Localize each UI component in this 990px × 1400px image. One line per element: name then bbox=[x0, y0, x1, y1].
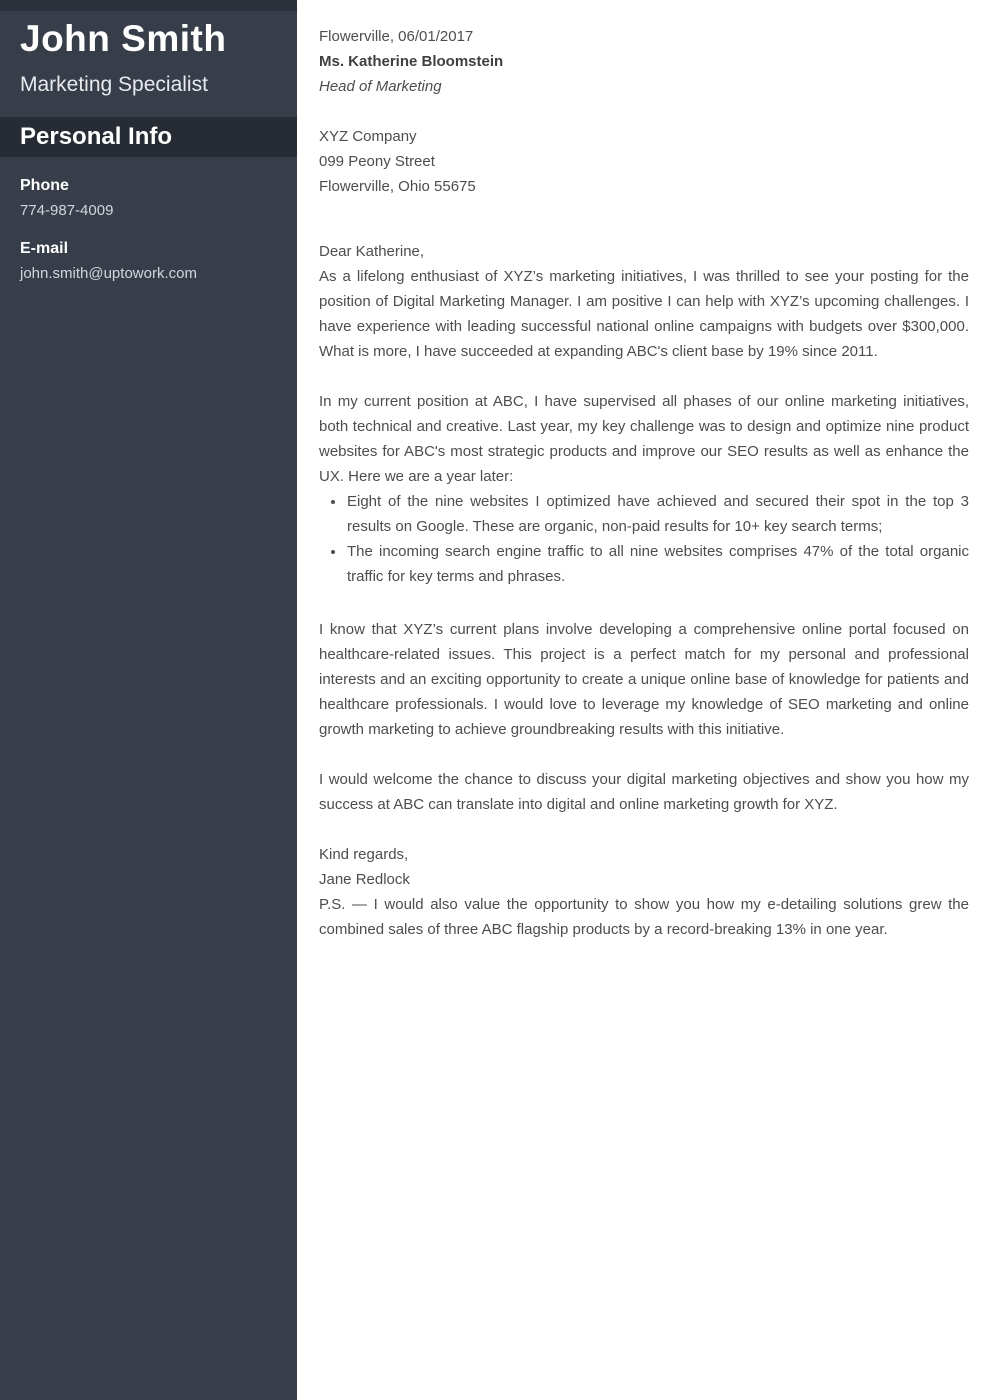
company-address-block bbox=[319, 124, 969, 199]
salutation: Dear Katherine, bbox=[319, 243, 425, 260]
paragraph-current-position: In my current position at ABC, I have supervised all phases of our online marketing initiatives, both technical and creative. Last year, my key challenge was to design and optimize nine product websites for ABC's most strategic products and improve our SEO results as well as enhance the UX. Here we are a year later: bbox=[319, 393, 969, 485]
paragraph-intro: As a lifelong enthusiast of XYZ’s marketing initiatives, I was thrilled to see your posting for the position of Digital Marketing Manager. I am positive I can help with XYZ’s upcoming challenges. I have experience with leading successful national online campaigns with budgets over $300,000. What is more, I have succeeded at expanding ABC's client base by 19% since 2011. bbox=[319, 268, 969, 360]
email-field bbox=[20, 237, 277, 286]
letter-body bbox=[297, 0, 990, 1400]
sidebar-top-strip bbox=[0, 0, 297, 11]
achievement-item: • Eight of the nine websites I optimized have achieved and secured their spot in the top 3 results on Google. These are organic, non-paid results for 10+ key search terms; bbox=[346, 489, 969, 539]
signature-name: Jane Redlock bbox=[319, 871, 410, 888]
achievements-list bbox=[319, 489, 969, 589]
company-name: XYZ Company bbox=[319, 128, 417, 145]
person-name: John Smith bbox=[20, 18, 227, 59]
recipient-name: Ms. Katherine Bloomstein bbox=[319, 53, 504, 70]
phone-value: 774-987-4009 bbox=[20, 202, 114, 219]
sidebar bbox=[0, 0, 297, 1400]
company-city: Flowerville, Ohio 55675 bbox=[319, 178, 476, 195]
date-line: Flowerville, 06/01/2017 bbox=[319, 28, 474, 45]
phone-label: Phone bbox=[20, 177, 69, 194]
phone-field bbox=[20, 174, 277, 223]
personal-info-section-header bbox=[0, 117, 297, 157]
personal-info-fields bbox=[0, 157, 297, 286]
email-value: john.smith@uptowork.com bbox=[20, 265, 197, 282]
recipient-title: Head of Marketing bbox=[319, 78, 442, 95]
company-street: 099 Peony Street bbox=[319, 153, 435, 170]
achievement-item: • The incoming search engine traffic to all nine websites comprises 47% of the total organic traffic for key terms and phrases. bbox=[346, 539, 969, 589]
recipient-block bbox=[319, 49, 969, 99]
paragraph-company-plans: I know that XYZ’s current plans involve developing a comprehensive online portal focused on healthcare-related issues. This project is a perfect match for my personal and professional interests and an exciting opportunity to create a unique online base of knowledge for patients and healthcare professionals. I would love to leverage my knowledge of SEO marketing and online growth marketing to achieve groundbreaking results with this initiative. bbox=[319, 621, 969, 738]
person-job-title: Marketing Specialist bbox=[20, 73, 208, 96]
email-label: E-mail bbox=[20, 240, 69, 257]
personal-info-title: Personal Info bbox=[20, 123, 173, 150]
closing-line: Kind regards, bbox=[319, 846, 409, 863]
postscript: P.S. — I would also value the opportunity to show you how my e-detailing solutions grew the combined sales of three ABC flagship products by a record-breaking 13% in one year. bbox=[319, 896, 969, 938]
identity-header bbox=[0, 0, 297, 97]
paragraph-call-to-action: I would welcome the chance to discuss your digital marketing objectives and show you how my success at ABC can translate into digital and online marketing growth for XYZ. bbox=[319, 771, 969, 813]
